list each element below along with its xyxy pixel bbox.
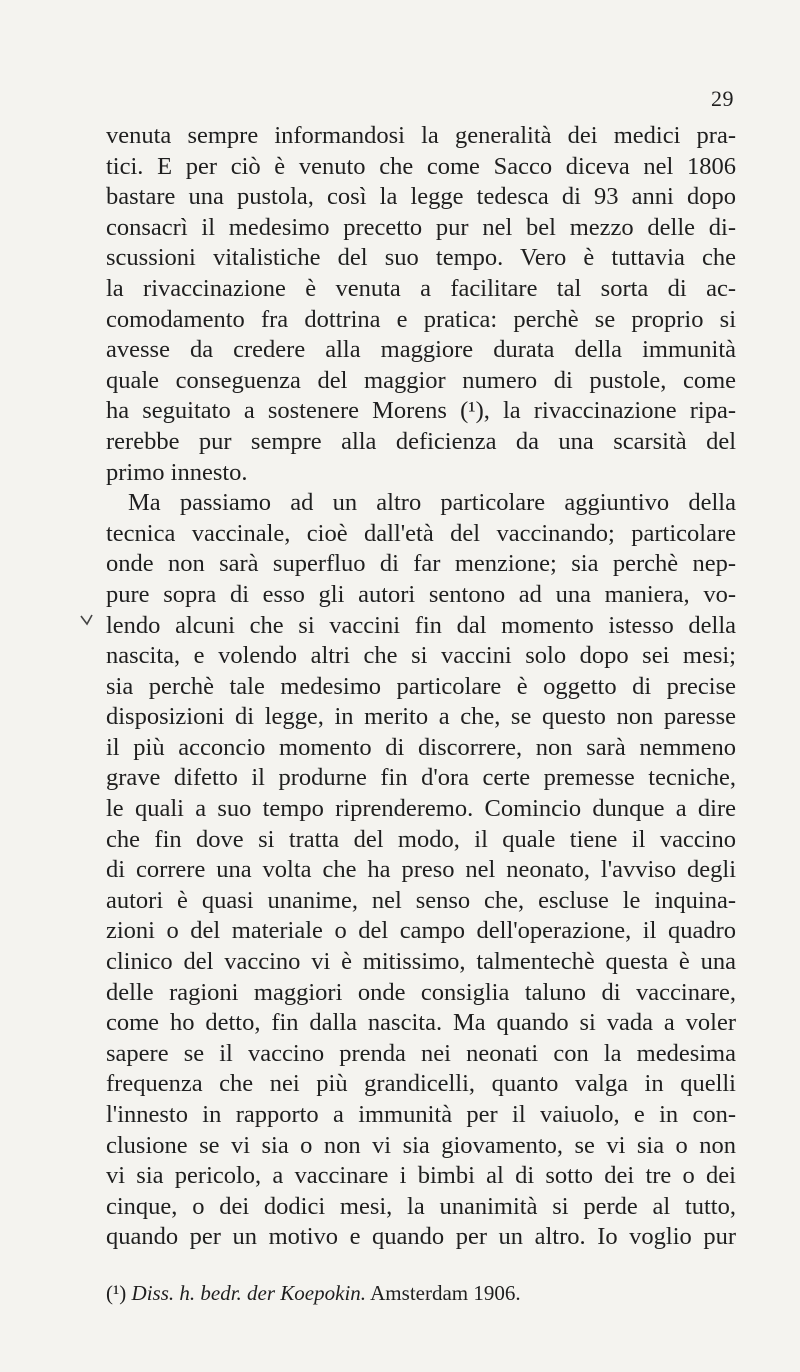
text-line: clinico del vaccino vi è mitissimo, talmentechè questa è una	[106, 948, 736, 976]
text-line: nascita, e volendo altri che si vaccini solo dopo sei mesi;	[106, 642, 736, 670]
text-line: consacrì il medesimo precetto pur nel bel mezzo delle di-	[106, 213, 736, 241]
text-line: disposizioni di legge, in merito a che, se questo non paresse	[106, 703, 736, 731]
footnote	[106, 1280, 736, 1306]
text-line: di correre una volta che ha preso nel neonato, l'avviso degli	[106, 856, 736, 884]
text-line: lendo alcuni che si vaccini fin dal momento istesso della	[106, 611, 736, 639]
text-line: tecnica vaccinale, cioè dall'età del vaccinando; particolare	[106, 519, 736, 547]
text-line: che fin dove si tratta del modo, il quale tiene il vaccino	[106, 825, 736, 853]
text-line: quando per un motivo e quando per un altro. Io voglio pur	[106, 1223, 736, 1251]
text-line: onde non sarà superfluo di far menzione; sia perchè nep-	[106, 550, 736, 578]
text-line: rerebbe pur sempre alla deficienza da una scarsità del	[106, 427, 736, 455]
text-line: bastare una pustola, così la legge tedesca di 93 anni dopo	[106, 183, 736, 211]
text-line: come ho detto, fin dalla nascita. Ma quando si vada a voler	[106, 1009, 736, 1037]
margin-check-mark	[80, 612, 98, 626]
text-line: le quali a suo tempo riprenderemo. Comincio dunque a dire	[106, 795, 736, 823]
footnote-marker: (¹)	[106, 1281, 127, 1305]
text-line: zioni o del materiale o del campo dell'operazione, il quadro	[106, 917, 736, 945]
text-line: sia perchè tale medesimo particolare è oggetto di precise	[106, 672, 736, 700]
text-line: sapere se il vaccino prenda nei neonati con la medesima	[106, 1039, 736, 1067]
text-line: cinque, o dei dodici mesi, la unanimità si perde al tutto,	[106, 1192, 736, 1220]
text-line: clusione se vi sia o non vi sia giovamento, se vi sia o non	[106, 1131, 736, 1159]
text-line: l'innesto in rapporto a immunità per il vaiuolo, e in con-	[106, 1101, 736, 1128]
text-line: avesse da credere alla maggiore durata della immunità	[106, 336, 736, 364]
text-line: la rivaccinazione è venuta a facilitare tal sorta di ac-	[106, 274, 736, 302]
page-number: 29	[711, 86, 734, 111]
text-line: tici. E per ciò è venuto che come Sacco diceva nel 1806	[106, 152, 736, 180]
body-text	[106, 121, 736, 1253]
text-line: grave difetto il produrne fin d'ora certe premesse tecniche,	[106, 764, 736, 792]
text-line: autori è quasi unanime, nel senso che, escluse le inquina-	[106, 886, 736, 914]
text-line: frequenza che nei più grandicelli, quanto valga in quelli	[106, 1070, 736, 1098]
text-line: quale conseguenza del maggior numero di pustole, come	[106, 366, 736, 394]
text-line: vi sia pericolo, a vaccinare i bimbi al di sotto dei tre o dei	[106, 1162, 736, 1190]
text-line: primo innesto.	[106, 458, 248, 486]
text-line: comodamento fra dottrina e pratica: perchè se proprio si	[106, 305, 736, 333]
book-page	[100, 0, 740, 1372]
text-line: venuta sempre informandosi la generalità dei medici pra-	[106, 122, 736, 149]
text-line: scussioni vitalistiche del suo tempo. Vero è tuttavia che	[106, 244, 736, 272]
text-line: Ma passiamo ad un altro particolare aggiuntivo della	[128, 489, 736, 517]
footnote-title: Diss. h. bedr. der Koepokin.	[131, 1281, 367, 1305]
text-line: pure sopra di esso gli autori sentono ad una maniera, vo-	[106, 580, 736, 608]
footnote-place-year: Amsterdam 1906.	[370, 1281, 521, 1305]
text-line: il più acconcio momento di discorrere, non sarà nemmeno	[106, 733, 736, 761]
text-line: ha seguitato a sostenere Morens (¹), la rivaccinazione ripa-	[106, 397, 736, 425]
text-line: delle ragioni maggiori onde consiglia taluno di vaccinare,	[106, 978, 736, 1006]
